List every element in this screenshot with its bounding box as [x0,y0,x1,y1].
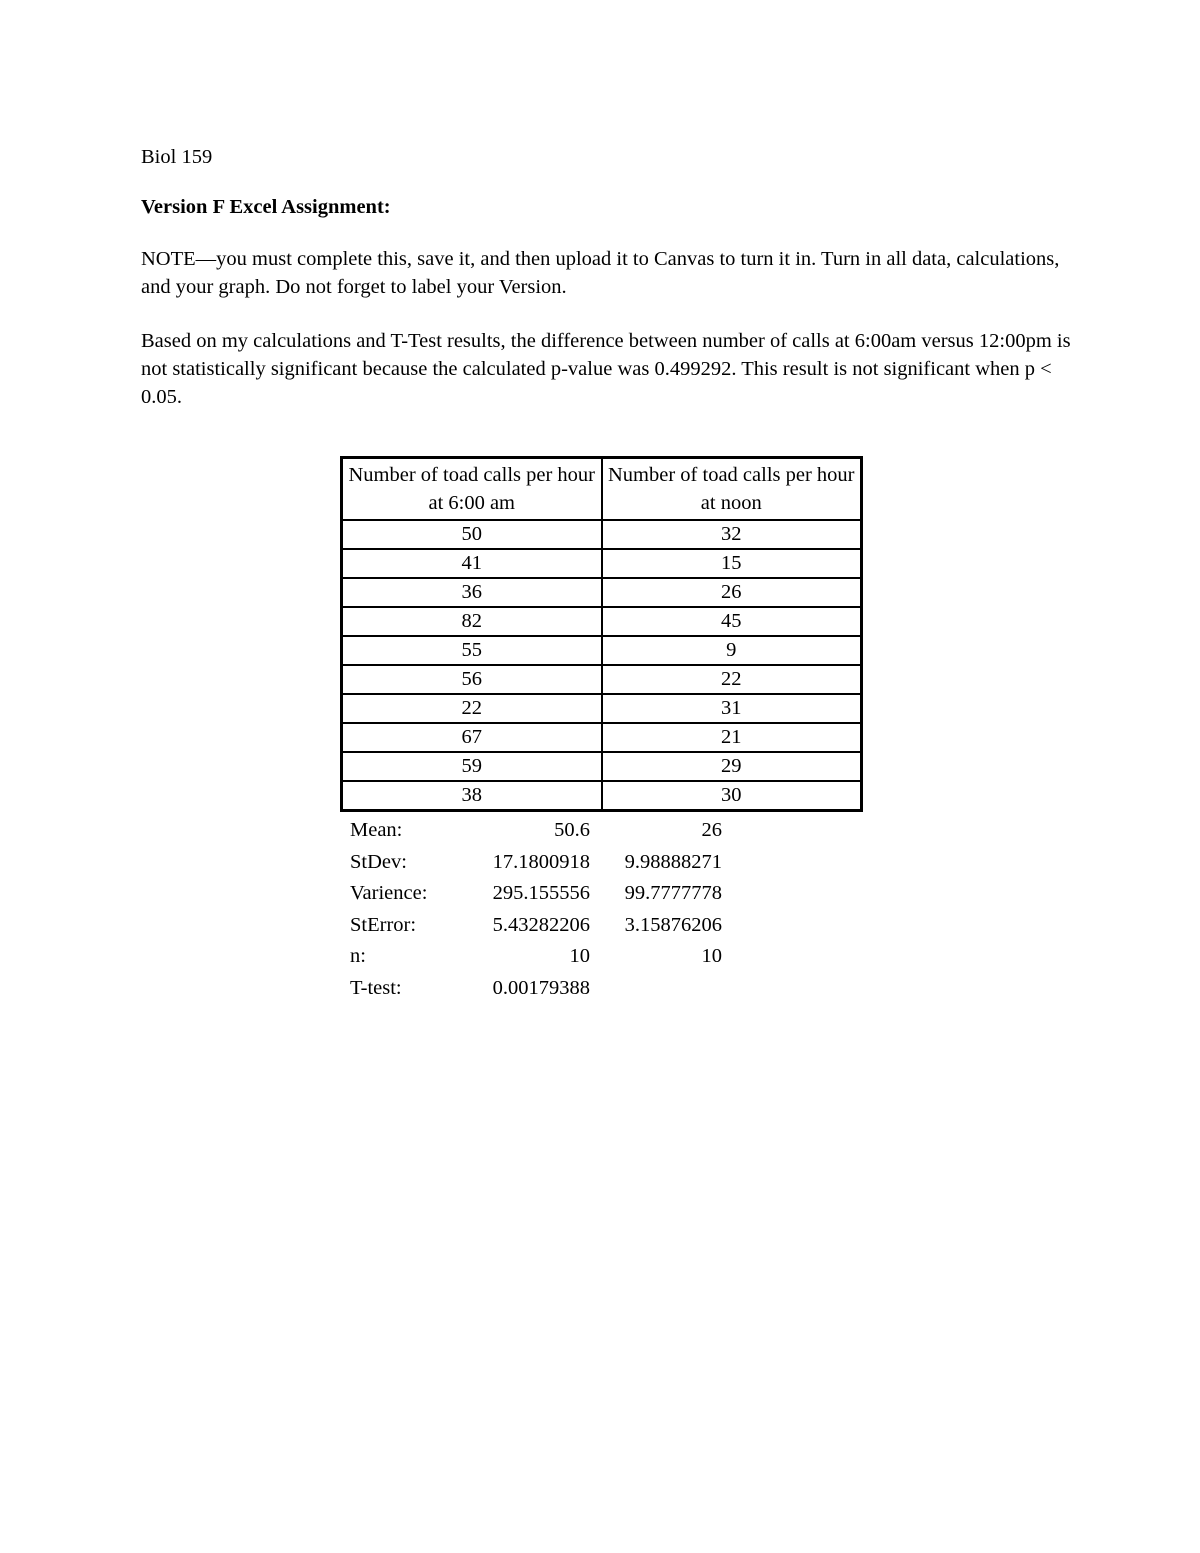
cell-6am: 50 [342,520,602,549]
stat-value-6am: 295.155556 [492,882,590,905]
summary-statistics [350,815,722,1005]
stat-label: Varience: [350,882,428,905]
stat-label: n: [350,945,366,968]
table-row [342,607,862,636]
cell-noon: 45 [602,607,862,636]
stat-value-6am: 5.43282206 [492,913,590,936]
stat-value-6am: 0.00179388 [492,976,590,999]
toad-calls-table [340,456,863,812]
cell-6am: 56 [342,665,602,694]
stat-label: StDev: [350,850,407,873]
stat-label: StError: [350,913,417,936]
stat-value-noon: 3.15876206 [624,913,722,936]
submission-note: NOTE—you must complete this, save it, and then upload it to Canvas to turn it in. Turn in all data, calculations, and your graph. Do not forget to label your Version. [141,248,1060,298]
cell-6am: 82 [342,607,602,636]
table-row [342,694,862,723]
stat-row-n [350,941,722,973]
table-row [342,752,862,781]
stat-value-6am: 50.6 [554,819,590,841]
table-row [342,723,862,752]
table-row [342,665,862,694]
stat-value-noon: 26 [701,819,722,841]
table-row [342,578,862,607]
header-6am: Number of toad calls per hour at 6:00 am [342,458,602,521]
table-row [342,549,862,578]
cell-noon: 9 [602,636,862,665]
stat-row-ttest [350,973,722,1005]
header-noon: Number of toad calls per hour at noon [602,458,862,521]
cell-noon: 22 [602,665,862,694]
cell-6am: 55 [342,636,602,665]
cell-noon: 26 [602,578,862,607]
cell-noon: 31 [602,694,862,723]
table-row [342,636,862,665]
course-label: Biol 159 [141,146,213,168]
stat-row-stdev [350,847,722,879]
cell-6am: 59 [342,752,602,781]
cell-noon: 29 [602,752,862,781]
table-header-row [342,458,862,521]
cell-6am: 38 [342,781,602,811]
stat-row-sterror [350,910,722,942]
cell-noon: 32 [602,520,862,549]
table-row [342,520,862,549]
assignment-heading: Version F Excel Assignment: [141,196,391,218]
stat-label: Mean: [350,819,403,841]
cell-6am: 36 [342,578,602,607]
cell-noon: 21 [602,723,862,752]
cell-6am: 22 [342,694,602,723]
stat-label: T-test: [350,976,402,999]
conclusion-paragraph: Based on my calculations and T-Test results, the difference between number of calls at 6:00am versus 12:00pm is not statistically significant because the calculated p-value was 0.499292. This result is not significant when p < 0.05. [141,330,1071,408]
stat-value-6am: 17.1800918 [492,850,590,873]
table-row [342,781,862,811]
stat-value-noon [590,973,722,1005]
stat-row-mean [350,815,722,847]
stat-value-noon: 9.98888271 [624,850,722,873]
stat-row-variance [350,878,722,910]
cell-6am: 67 [342,723,602,752]
stat-value-noon: 10 [701,945,722,968]
cell-noon: 15 [602,549,862,578]
stat-value-6am: 10 [569,945,590,968]
stat-value-noon: 99.7777778 [624,882,722,905]
cell-6am: 41 [342,549,602,578]
cell-noon: 30 [602,781,862,811]
